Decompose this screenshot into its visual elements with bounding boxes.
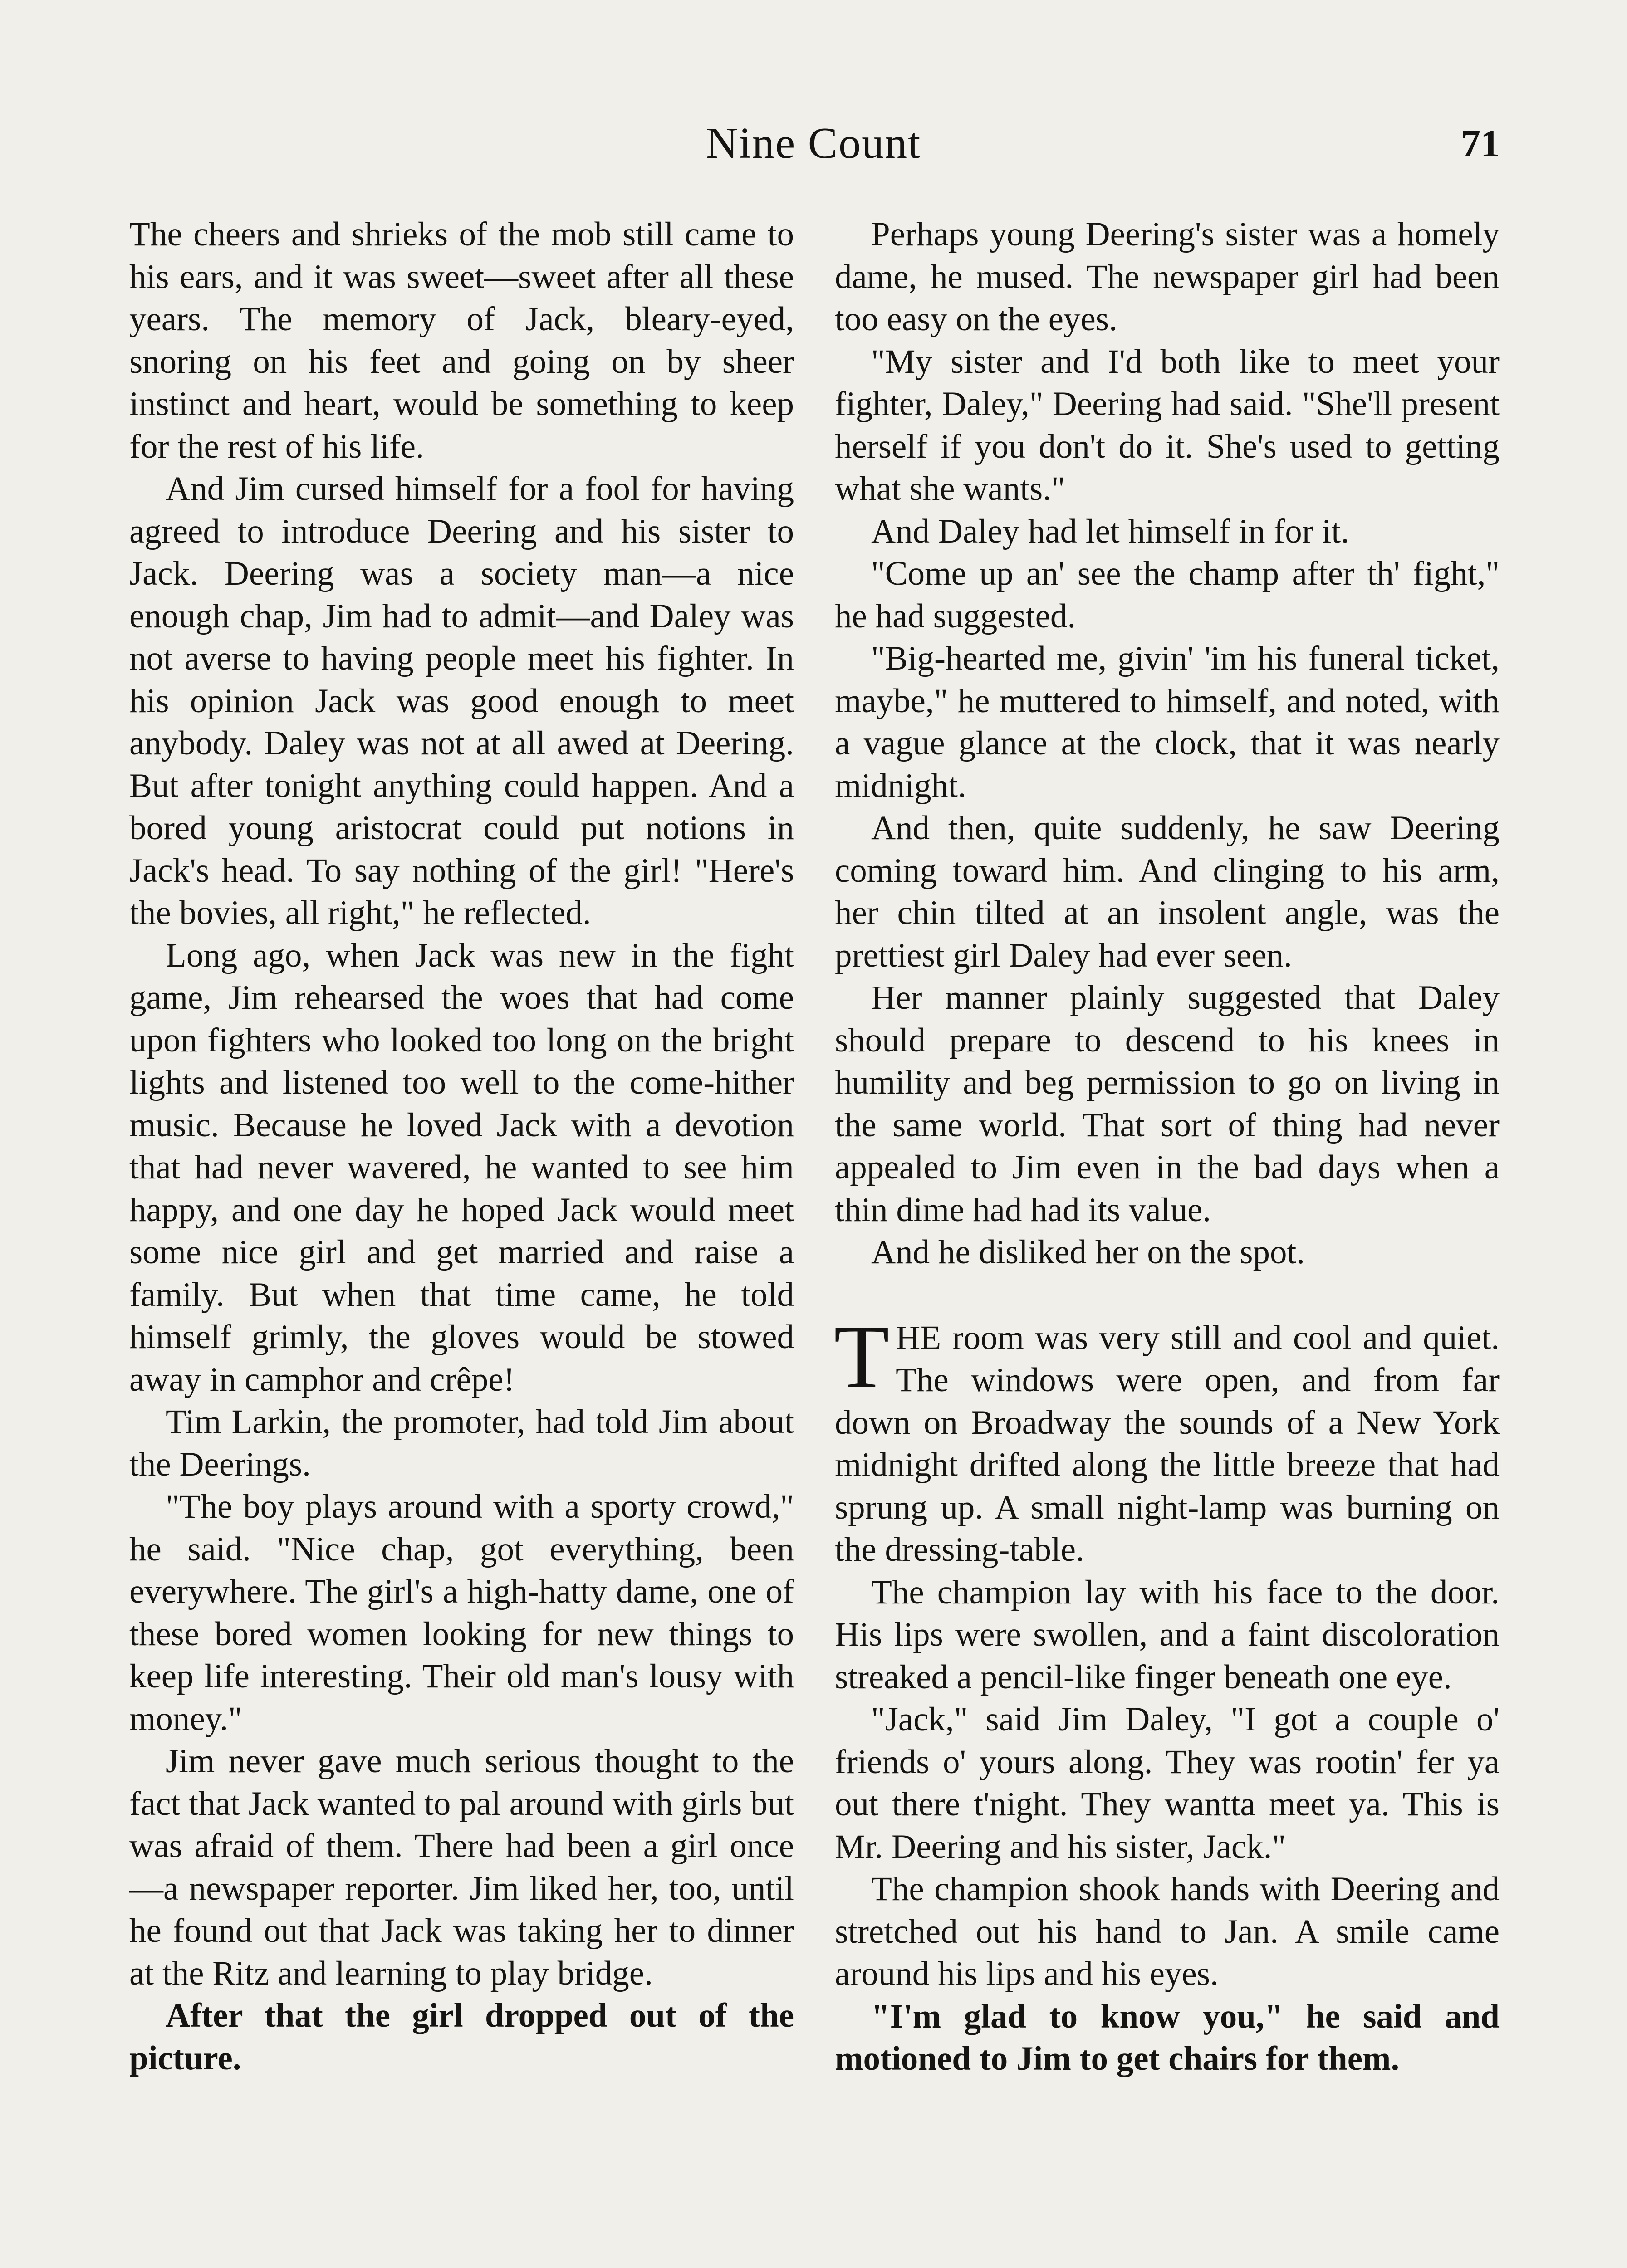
paragraph: "I'm glad to know you," he said and motioned to Jim to get chairs for them. bbox=[835, 1997, 1500, 2077]
paragraph: The cheers and shrieks of the mob still came to his ears, and it was sweet—sweet after all these years. The memory of Jack, bleary-eyed, snoring on his feet and going on by sheer instinct and heart, would be something to keep for the rest of his life. bbox=[129, 215, 794, 465]
paragraph: "Big-hearted me, givin' 'im his funeral ticket, maybe," he muttered to himself, and noted, with a vague glance at the clock, that it was nearly midnight. bbox=[835, 640, 1500, 805]
paragraph: "Come up an' see the champ after th' fight," he had suggested. bbox=[835, 555, 1500, 635]
page-number: 71 bbox=[1461, 122, 1500, 165]
left-column bbox=[129, 213, 794, 2079]
paragraph: Jim never gave much serious thought to the fact that Jack wanted to pal around with girls but was afraid of them. There had been a girl once—a newspaper reporter. Jim liked her, too, until he found out that Jack was taking her to dinner at the Ritz and learning to play bridge. bbox=[129, 1742, 794, 1992]
paragraph: And Jim cursed himself for a fool for having agreed to introduce Deering and his sister to Jack. Deering was a society man—a nice enough chap, Jim had to admit—and Daley was not averse to having people meet his fighter. In his opinion Jack was good enough to meet anybody. Daley was not at all awed at Deering. But after tonight anything could happen. And a bored young aristocrat could put notions in Jack's head. To say nothing of the girl! "Here's the bovies, all right," he reflected. bbox=[129, 470, 794, 932]
right-column bbox=[835, 213, 1500, 2080]
section-opening-paragraph bbox=[834, 1306, 1500, 1571]
paragraph: "Jack," said Jim Daley, "I got a couple o' friends o' yours along. They was rootin' fer ya out there t'night. They wantta meet ya. This is Mr. Deering and his sister, Jack." bbox=[835, 1701, 1500, 1866]
paragraph: The champion shook hands with Deering and stretched out his hand to Jan. A smile came around his lips and his eyes. bbox=[835, 1870, 1500, 1993]
paragraph: Her manner plainly suggested that Daley should prepare to descend to his knees in humility and beg permission to go on living in the same world. That sort of thing had never appealed to Jim even in the bad days when a thin dime had had its value. bbox=[835, 979, 1500, 1229]
paragraph: And he disliked her on the spot. bbox=[871, 1233, 1305, 1271]
paragraph: Long ago, when Jack was new in the fight game, Jim rehearsed the woes that had come upon fighters who looked too long on the bright lights and listened too well to the come-hither music. Because he loved Jack with a devotion that had never wavered, he wanted to see him happy, and one day he hoped Jack would meet some nice girl and get married and raise a family. But when that time came, he told himself grimly, the gloves would be stowed away in camphor and crêpe! bbox=[129, 936, 794, 1398]
paragraph: The champion lay with his face to the door. His lips were swollen, and a faint discoloration streaked a pencil-like finger beneath one eye. bbox=[835, 1573, 1500, 1696]
paragraph: After that the girl dropped out of the picture. bbox=[129, 1997, 794, 2077]
paragraph: Tim Larkin, the promoter, had told Jim about the Deerings. bbox=[129, 1403, 794, 1483]
paragraph: And then, quite suddenly, he saw Deering coming toward him. And clinging to his arm, her chin tilted at an insolent angle, was the prettiest girl Daley had ever seen. bbox=[835, 809, 1500, 974]
page-header bbox=[0, 113, 1627, 177]
drop-cap: T bbox=[834, 1306, 890, 1407]
paragraph: "The boy plays around with a sporty crowd," he said. "Nice chap, got everything, been everywhere. The girl's a high-hatty dame, one of these bored women looking for new things to keep life interesting. Their old man's lousy with money." bbox=[129, 1488, 794, 1738]
paragraph: "My sister and I'd both like to meet your fighter, Daley," Deering had said. "She'll present herself if you don't do it. She's used to getting what she wants." bbox=[835, 342, 1500, 508]
paragraph: Perhaps young Deering's sister was a homely dame, he mused. The newspaper girl had been too easy on the eyes. bbox=[835, 215, 1500, 338]
paragraph: And Daley had let himself in for it. bbox=[871, 512, 1349, 550]
running-head-title: Nine Count bbox=[706, 119, 921, 168]
paragraph-text: HE room was very still and cool and quiet. The windows were open, and from far down on Broadway the sounds of a New York midnight drifted along the little breeze that had sprung up. A small night-lamp was burning on the dressing-table. bbox=[835, 1319, 1500, 1569]
